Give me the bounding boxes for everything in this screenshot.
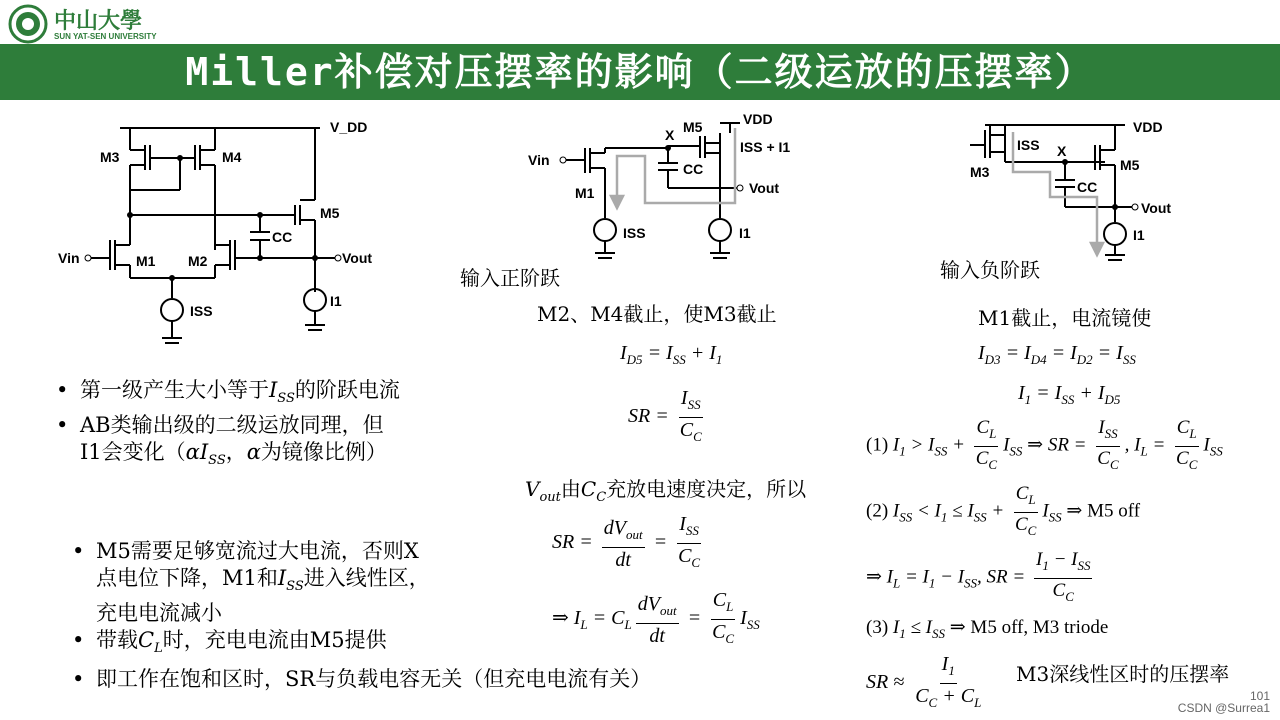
footer — [1178, 690, 1270, 714]
eq-case1: (1) $I_1 > I_{SS}$ + $\frac{C_L}{C_C}$ $I_{SS}$ ⇒ SR = $\frac{I_{SS}}{C_C}$ , $I_L$ = $\frac{C_L}{C_C}$ $I_{SS}$ — [866, 417, 1223, 472]
bullets-bottom — [72, 538, 516, 662]
page-number: 101 — [1249, 689, 1270, 703]
bullet-saturation: • 即工作在饱和区时，SR与负载电容无关（但充电电流有关） — [72, 667, 652, 691]
label-m2-m4-off: M2、M4截止，使M3截止 — [537, 302, 777, 326]
right-vout: Vout — [1141, 200, 1172, 216]
right-iss: ISS — [1017, 137, 1040, 153]
eq-mirror: $I_{D3} = I_{D4} = I_{D2} = I_{SS}$ — [978, 342, 1136, 367]
right-vdd: VDD — [1133, 119, 1163, 135]
left-m1: M1 — [136, 253, 156, 269]
eq-id5: $I_{D5} = I_{SS} + I_1$ — [620, 342, 723, 367]
right-m5: M5 — [1120, 157, 1140, 173]
circuit-diagram-left — [50, 110, 390, 360]
label-negative-step: 输入负阶跃 — [940, 258, 1040, 282]
logo-en: SUN YAT-SEN UNIVERSITY — [54, 32, 157, 41]
mid-m5: M5 — [683, 119, 703, 135]
mid-m1: M1 — [575, 185, 595, 201]
left-iss: ISS — [190, 303, 213, 319]
bullets-top — [56, 377, 460, 474]
bullet-m5-wide: • M5需要足够宽流过大电流，否则X 点电位下降，M1和$I_{SS}$进入线性区， 充电电流减小 — [72, 539, 430, 626]
right-i1: I1 — [1133, 227, 1145, 243]
mid-x: X — [665, 127, 675, 143]
credit: CSDN @Surrea1 — [1177, 701, 1270, 715]
right-cc: CC — [1077, 179, 1098, 195]
eq-case2-il: ⇒ $I_L = I_1 - I_{SS}$, SR = $\frac{I_1 - I_{SS}}{C_C}$ — [866, 549, 1091, 604]
mid-cc: CC — [683, 161, 704, 177]
mid-vin: Vin — [528, 152, 550, 168]
right-m3: M3 — [970, 164, 990, 180]
slide-title: Miller补偿对压摆率的影响（二级运放的压摆率） — [185, 50, 1095, 94]
left-m5: M5 — [320, 205, 340, 221]
left-m2: M2 — [188, 253, 208, 269]
circuit-diagram-right — [965, 110, 1185, 275]
label-positive-step: 输入正阶跃 — [460, 266, 560, 290]
mid-i1: I1 — [739, 225, 751, 241]
eq-case3: (3) $I_1 \le I_{SS}$ ⇒ M5 off, M3 triode — [866, 617, 1109, 641]
left-vdd: V_DD — [330, 119, 368, 135]
left-vin: Vin — [58, 250, 80, 266]
university-logo — [8, 4, 158, 44]
mid-vdd: VDD — [743, 111, 773, 127]
left-i1: I1 — [330, 293, 342, 309]
eq-sr-dvdt: SR = $\frac{dV_{out}}{dt}$ = $\frac{I_{SS}}{C_C}$ — [552, 513, 701, 571]
left-m4: M4 — [222, 149, 242, 165]
label-m3-deep-triode: M3深线性区时的压摆率 — [1016, 662, 1230, 686]
right-x: X — [1057, 143, 1067, 159]
left-vout: Vout — [342, 250, 373, 266]
label-vout-charge: $V_{out}$由$C_C$充放电速度决定，所以 — [525, 477, 807, 505]
left-cc: CC — [272, 229, 293, 245]
mid-vout: Vout — [749, 180, 780, 196]
bullet-ab-class: • AB类输出级的二级运放同理，但 I1会变化（$\alpha I_{SS}$，α为镜像比例） — [56, 413, 387, 469]
eq-sr-deep: SR ≈ $\frac{I_1}{C_C + C_L}$ — [866, 653, 982, 710]
eq-il: ⇒ $I_L = C_L$ $\frac{dV_{out}}{dt}$ = $\frac{C_L}{C_C}$ $I_{SS}$ — [552, 589, 760, 647]
eq-case2: (2) $I_{SS} < I_1 \le I_{SS}$ + $\frac{C_L}{C_C}$ $I_{SS}$ ⇒ M5 off — [866, 483, 1141, 538]
circuit-diagram-middle — [525, 108, 791, 273]
left-m3: M3 — [100, 149, 120, 165]
mid-branch: ISS + I1 — [740, 139, 791, 155]
label-m1-off: M1截止，电流镜使 — [978, 306, 1152, 330]
bullet-step-current: • 第一级产生大小等于$I_{SS}$的阶跃电流 — [56, 378, 400, 407]
eq-i1: $I_1 = I_{SS} + I_{D5}$ — [1018, 382, 1121, 407]
bullet-load-cl: • 带载$C_L$时，充电电流由M5提供 — [72, 628, 387, 657]
eq-sr-iss-cc: SR = $\frac{I_{SS}}{C_C}$ — [628, 387, 702, 444]
mid-iss: ISS — [623, 225, 646, 241]
logo-cn: 中山大學 — [54, 9, 143, 34]
